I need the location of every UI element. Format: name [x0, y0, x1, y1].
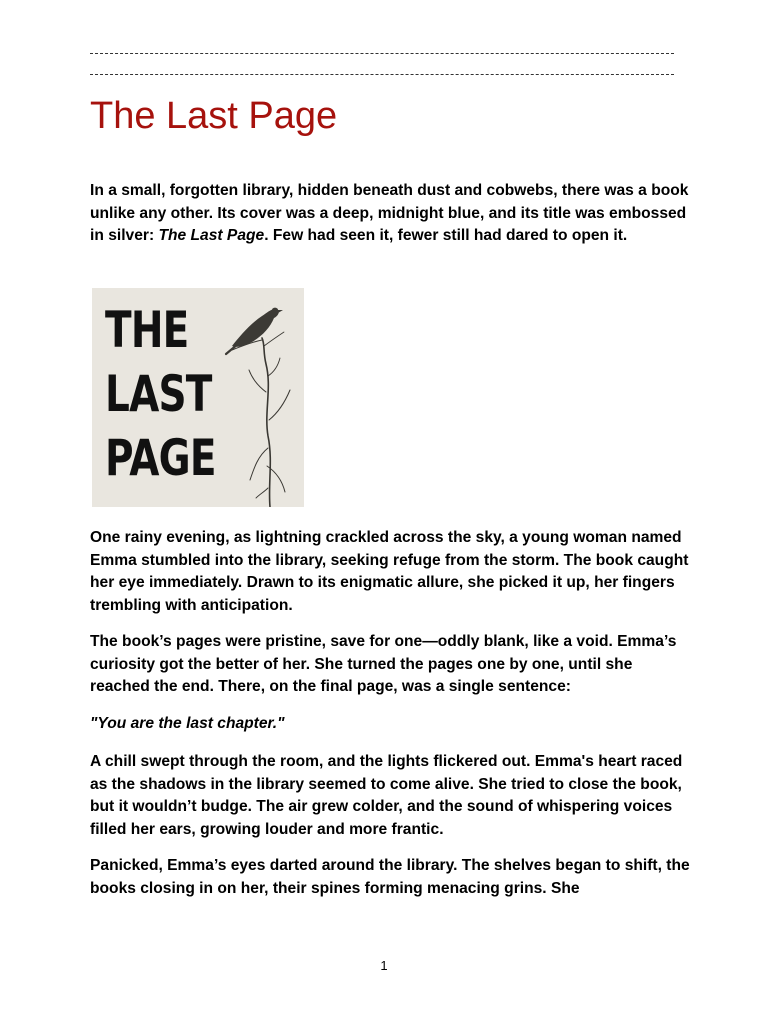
bird-icon: [226, 308, 283, 354]
page-title: The Last Page: [90, 95, 338, 137]
page-number: 1: [380, 958, 388, 973]
book-cover-image: [92, 288, 304, 507]
header-rule-bottom: [90, 74, 674, 75]
cover-title-line-1: THE: [105, 301, 189, 359]
bird-on-branch-illustration: [92, 288, 304, 507]
paragraph-2: One rainy evening, as lightning crackled across the sky, a young woman named Emma stumbled into the library, seeking refuge from the storm. The book caught her eye immediately. Drawn to its enigmatic allure, she picked it up, her fingers trembling with anticipation.: [90, 529, 689, 614]
paragraph-intro: [90, 180, 690, 248]
paragraph-intro-book-title: The Last Page: [158, 227, 265, 244]
paragraph-5: A chill swept through the room, and the lights flickered out. Emma's heart raced as the shadows in the library seemed to come alive. She tried to close the book, but it wouldn’t budge. The air grew colder, and the sound of whispering voices filled her ears, growing louder and more frantic.: [90, 753, 683, 838]
paragraph-intro-text-end: . Few had seen it, fewer still had dared to open it.: [264, 227, 628, 244]
paragraph-3: The book’s pages were pristine, save for one—oddly blank, like a void. Emma’s curiosity got the better of her. She turned the pages one by one, until she reached the end. There, on the final page, was a single sentence:: [90, 633, 677, 695]
paragraph-6: Panicked, Emma’s eyes darted around the library. The shelves began to shift, the books closing in on her, their spines forming menacing grins. She: [90, 857, 690, 897]
cover-title-line-2: LAST: [105, 365, 212, 423]
quote-line: "You are the last chapter.": [90, 715, 285, 732]
paragraph-intro-text: In a small, forgotten library, hidden beneath dust and cobwebs, there was a book unlike any other. Its cover was a deep, midnight blue, and its title was embossed in silver:: [90, 182, 689, 244]
header-rule-top: [90, 53, 674, 54]
cover-title-line-3: PAGE: [105, 429, 216, 487]
